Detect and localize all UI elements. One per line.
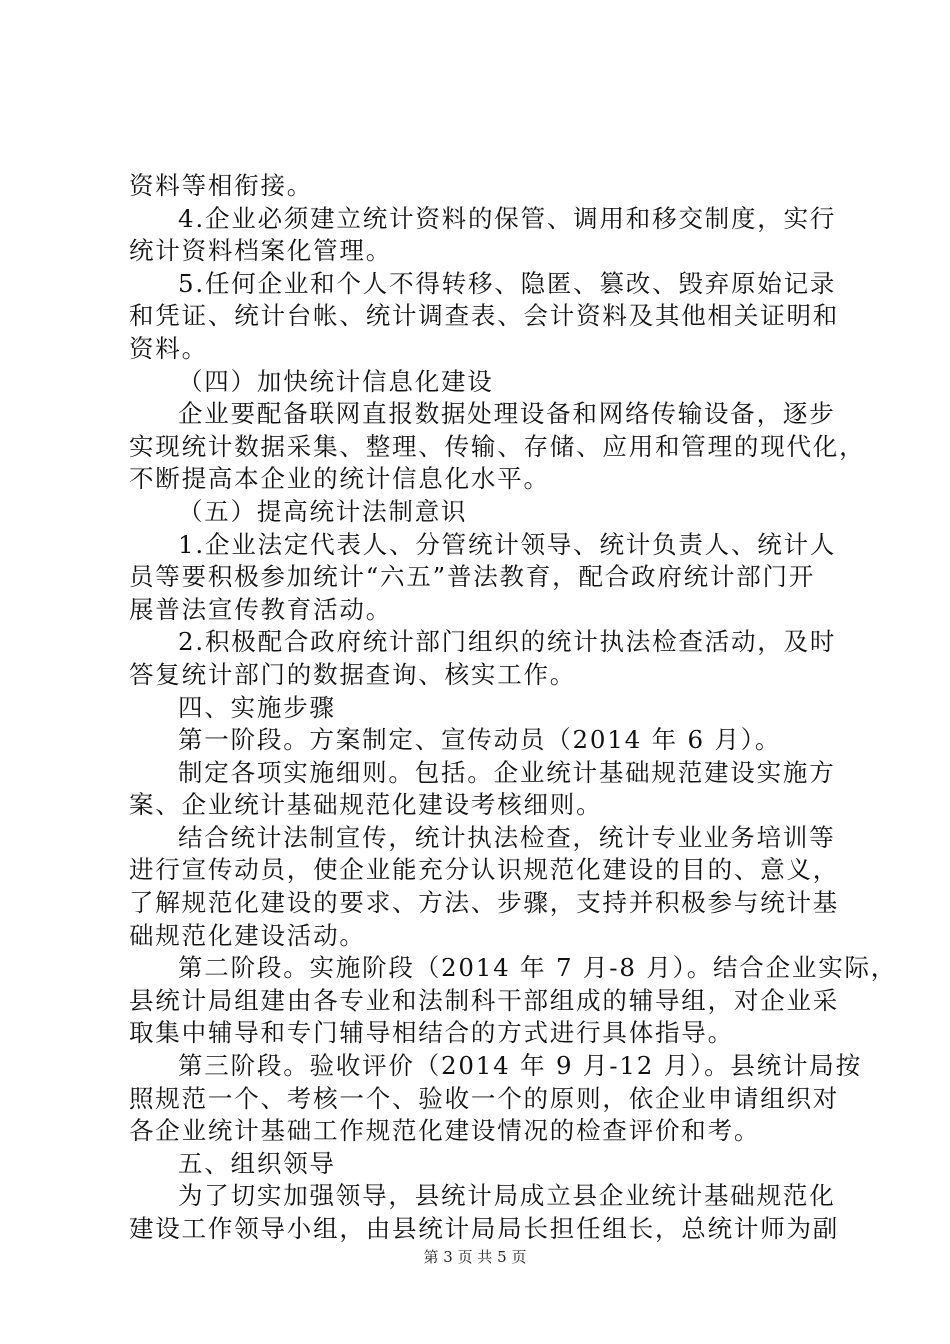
text-line: 取集中辅导和专门辅导相结合的方式进行具体指导。: [129, 1018, 734, 1048]
text-line: 员等要积极参加统计“六五”普法教育，配合政府统计部门开: [129, 562, 816, 592]
text-line: 五、组织领导: [178, 1148, 336, 1178]
text-line: 照规范一个、考核一个、验收一个的原则，依企业申请组织对: [129, 1083, 840, 1113]
text-line: 2.积极配合政府统计部门组织的统计执法检查活动，及时: [178, 627, 837, 657]
text-line: 展普法宣传教育活动。: [129, 594, 392, 624]
text-line: 四、实施步骤: [178, 692, 336, 722]
text-line: （四）加快统计信息化建设: [178, 366, 494, 396]
text-line: 各企业统计基础工作规范化建设情况的检查评价和考。: [129, 1116, 761, 1146]
text-line: 案、企业统计基础规范化建设考核细则。: [129, 790, 603, 820]
text-line: 础规范化建设活动。: [129, 920, 366, 950]
text-line: 资料。: [129, 333, 208, 363]
text-line: 实现统计数据采集、整理、传输、存储、应用和管理的现代化，: [129, 431, 866, 461]
text-line: 第三阶段。验收评价（2014 年 9 月-12 月）。县统计局按: [178, 1051, 862, 1081]
text-line: 进行宣传动员，使企业能充分认识规范化建设的目的、意义，: [129, 855, 840, 885]
text-line: 县统计局组建由各专业和法制科干部组成的辅导组，对企业采: [129, 985, 840, 1015]
text-line: 企业要配备联网直报数据处理设备和网络传输设备，逐步: [178, 399, 836, 429]
text-line: 资料等相衔接。: [129, 171, 314, 200]
page-footer: 第 3 页 共 5 页: [423, 1248, 527, 1266]
text-line: 不断提高本企业的统计信息化水平。: [129, 464, 550, 494]
text-line: 4.企业必须建立统计资料的保管、调用和移交制度，实行: [178, 203, 837, 233]
text-line: 建设工作领导小组，由县统计局局长担任组长，总统计师为副: [129, 1214, 840, 1243]
text-line: 5.任何企业和个人不得转移、隐匿、篡改、毁弃原始记录: [178, 268, 837, 298]
text-line: （五）提高统计法制意识: [178, 496, 468, 526]
text-line: 答复统计部门的数据查询、核实工作。: [129, 659, 577, 689]
text-line: 统计资料档案化管理。: [129, 236, 392, 266]
text-line: 为了切实加强领导，县统计局成立县企业统计基础规范化: [178, 1181, 836, 1211]
text-line: 和凭证、统计台帐、统计调查表、会计资料及其他相关证明和: [129, 301, 840, 331]
text-line: 1.企业法定代表人、分管统计领导、统计负责人、统计人: [178, 529, 837, 559]
document-body: [129, 170, 898, 1246]
text-line: 了解规范化建设的要求、方法、步骤，支持并积极参与统计基: [129, 888, 840, 918]
text-line: 第一阶段。方案制定、宣传动员（2014 年 6 月）。: [178, 725, 782, 755]
text-line: 结合统计法制宣传，统计执法检查，统计专业业务培训等: [178, 822, 836, 852]
text-line: 制定各项实施细则。包括。企业统计基础规范建设实施方: [178, 757, 836, 787]
text-line: 第二阶段。实施阶段（2014 年 7 月-8 月）。结合企业实际，: [178, 953, 898, 983]
